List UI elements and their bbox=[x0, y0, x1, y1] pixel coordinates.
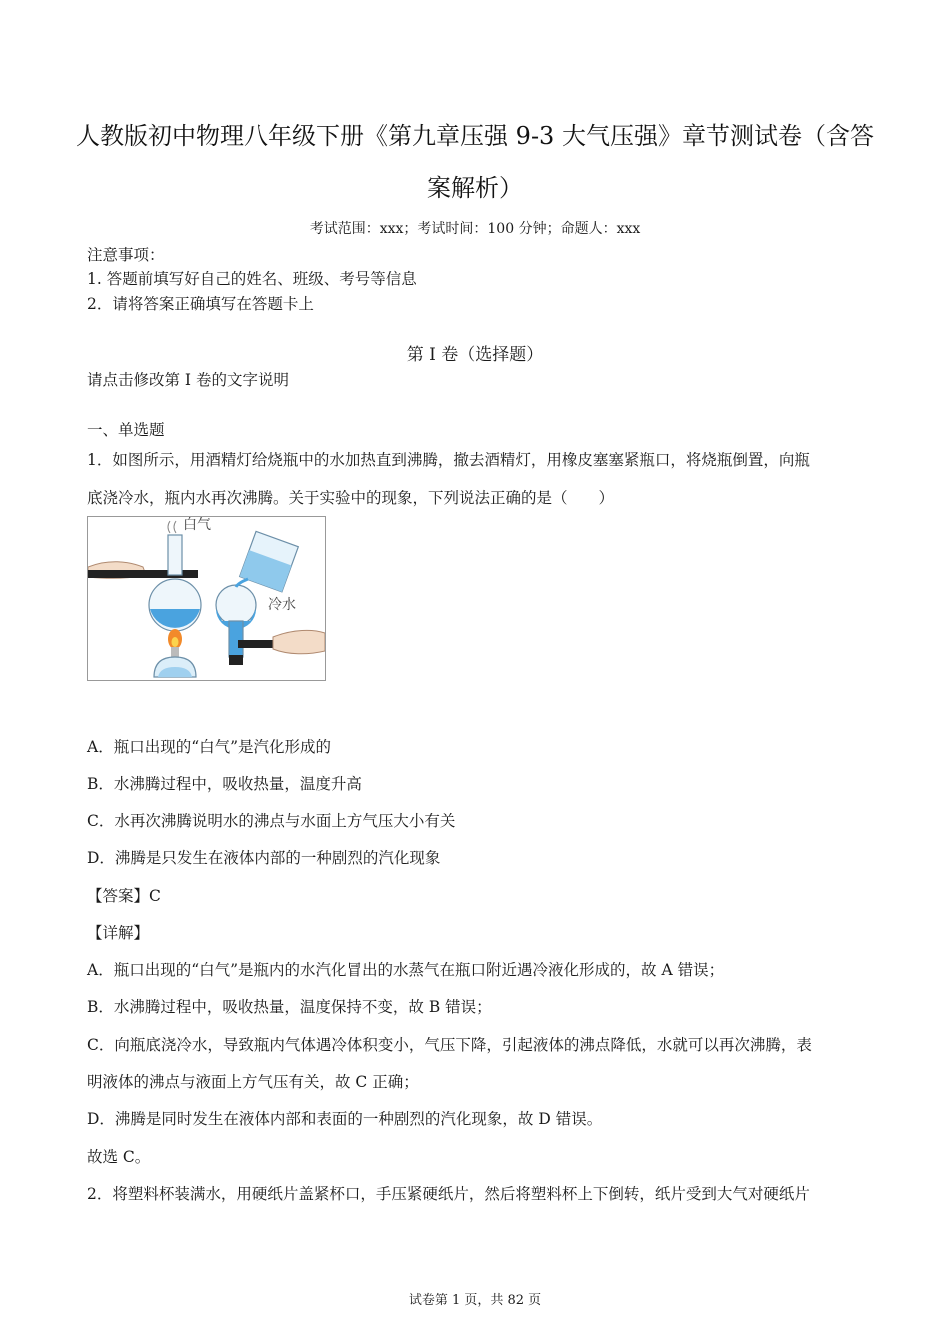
option-d: D．沸腾是只发生在液体内部的一种剧烈的汽化现象 bbox=[87, 849, 441, 867]
lamp-wick-holder bbox=[171, 647, 179, 657]
right-hand bbox=[273, 630, 325, 653]
option-c: C．水再次沸腾说明水的沸点与水面上方气压大小有关 bbox=[87, 812, 456, 830]
conclusion: 故选 C。 bbox=[87, 1148, 151, 1166]
question-2-line-1: 2．将塑料杯装满水，用硬纸片盖紧杯口，手压紧硬纸片，然后将塑料杯上下倒转，纸片受到大气对硬纸片 bbox=[87, 1185, 810, 1203]
boiling-flask-illustration bbox=[88, 517, 325, 680]
label-steam: 白气 bbox=[183, 517, 211, 533]
detail-heading: 【详解】 bbox=[87, 924, 150, 942]
experiment-figure bbox=[87, 516, 326, 681]
option-a: A．瓶口出现的“白气”是汽化形成的 bbox=[87, 738, 332, 756]
explanation-a: A．瓶口出现的“白气”是瓶内的水汽化冒出的水蒸气在瓶口附近遇冷液化形成的，故 A 错误； bbox=[87, 961, 725, 979]
notice-item-1: 1. 答题前填写好自己的姓名、班级、考号等信息 bbox=[87, 270, 417, 288]
label-cold-water: 冷水 bbox=[268, 597, 296, 613]
explanation-c-line-2: 明液体的沸点与液面上方气压有关，故 C 正确； bbox=[87, 1073, 419, 1091]
right-flask-bulb bbox=[216, 585, 256, 625]
answer: 【答案】C bbox=[87, 887, 161, 905]
left-flask-neck bbox=[168, 535, 182, 575]
right-flask-neck bbox=[229, 621, 243, 657]
page-footer: 试卷第 1 页，共 82 页 bbox=[408, 1293, 542, 1308]
rubber-stopper bbox=[229, 655, 243, 665]
notice-heading: 注意事项： bbox=[87, 246, 165, 264]
part-heading: 一、单选题 bbox=[87, 421, 165, 439]
question-1-line-2: 底浇冷水，瓶内水再次沸腾。关于实验中的现象，下列说法正确的是（ ） bbox=[87, 489, 615, 507]
explanation-d: D．沸腾是同时发生在液体内部和表面的一种剧烈的汽化现象，故 D 错误。 bbox=[87, 1110, 603, 1128]
doc-title-line2: 案解析） bbox=[427, 174, 523, 202]
option-b: B．水沸腾过程中，吸收热量，温度升高 bbox=[87, 775, 362, 793]
exam-info: 考试范围：xxx；考试时间：100 分钟；命题人：xxx bbox=[309, 221, 641, 237]
doc-title-line1: 人教版初中物理八年级下册《第九章压强 9-3 大气压强》章节测试卷（含答 bbox=[76, 122, 874, 150]
steam-lines bbox=[168, 521, 176, 533]
beaker bbox=[240, 531, 299, 591]
explanation-b: B．水沸腾过程中，吸收热量，温度保持不变，故 B 错误； bbox=[87, 998, 492, 1016]
section-title: 第 I 卷（选择题） bbox=[406, 345, 544, 365]
question-1-line-1: 1．如图所示，用酒精灯给烧瓶中的水加热直到沸腾，撤去酒精灯，用橡皮塞塞紧瓶口，将烧瓶倒置，向瓶 bbox=[87, 451, 810, 469]
explanation-c-line-1: C．向瓶底浇冷水，导致瓶内气体遇冷体积变小，气压下降，引起液体的沸点降低，水就可以再次沸腾，表 bbox=[87, 1036, 812, 1054]
section-description: 请点击修改第 I 卷的文字说明 bbox=[87, 371, 289, 389]
notice-item-2: 2．请将答案正确填写在答题卡上 bbox=[87, 295, 314, 313]
flame-core bbox=[172, 637, 179, 647]
